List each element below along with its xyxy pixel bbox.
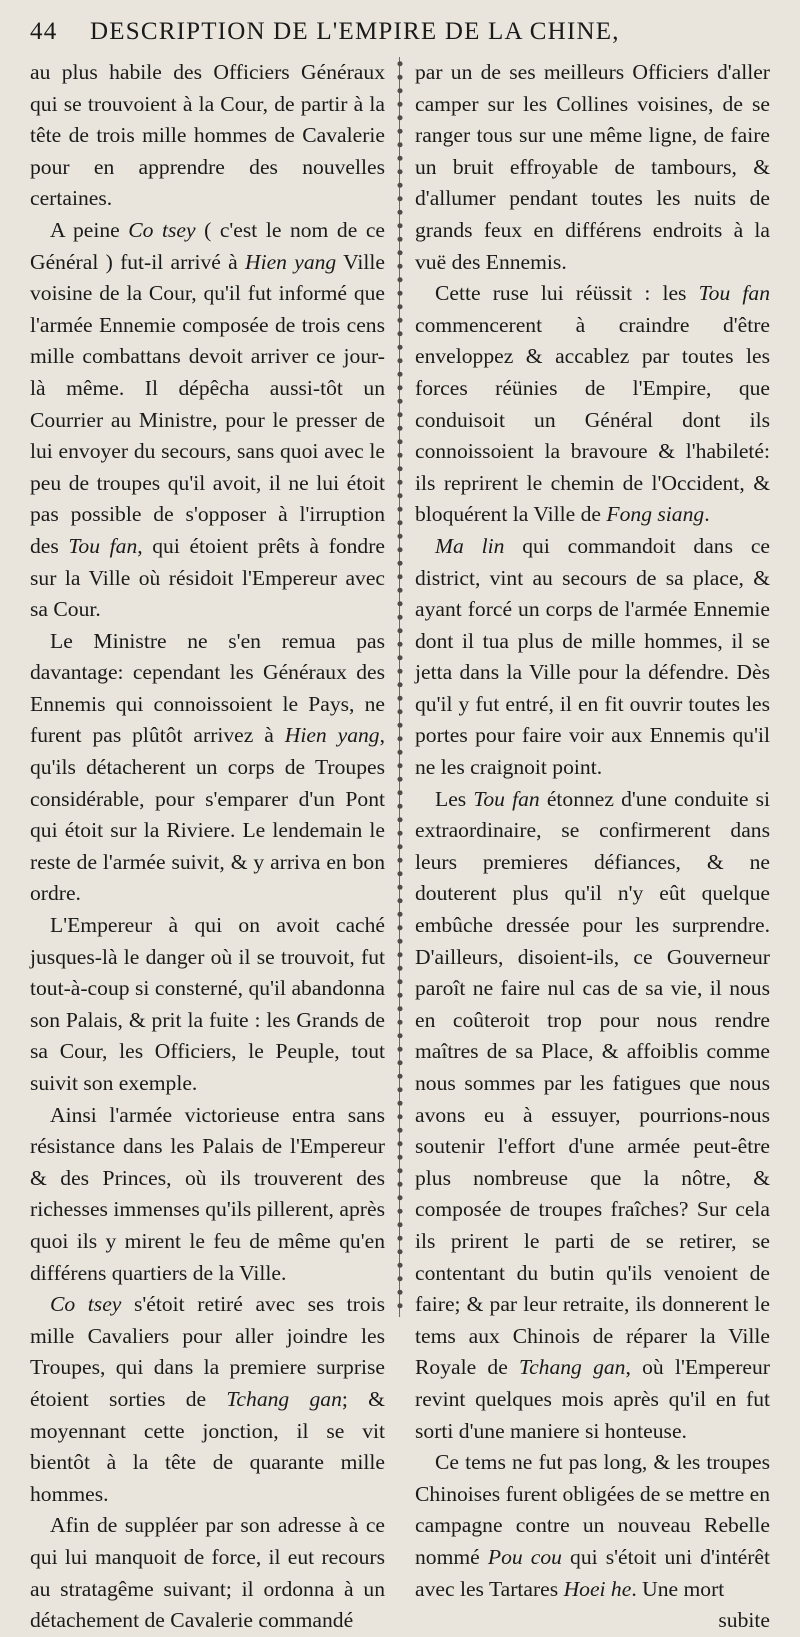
text-run: subite bbox=[718, 1608, 770, 1633]
text-run: qui commandoit dans ce district, vint au secours de sa place, & ayant forcé un corps de l'armée Ennemie dont il tua plus de mille hommes, il se jetta dans la Ville pour la défendre. Dès qu'il y fut entré, il en fit ouvrir toutes les portes pour faire voir aux Ennemis qu'il ne les craignoit point. bbox=[415, 533, 770, 780]
paragraph bbox=[30, 1289, 385, 1510]
paragraph bbox=[415, 1447, 770, 1605]
paragraph bbox=[30, 1100, 385, 1290]
text-run: . bbox=[704, 502, 710, 527]
text-run: Ville voisine de la Cour, qu'il fut informé que l'armée Ennemie composée de trois cens mille combattans devoit arriver ce jour-là même. Il dépêcha aussi-tôt un Courrier au Ministre, pour le presser de lui envoyer du secours, sans quoi avec le peu de troupes qu'il avoit, il ne lui étoit pas possible de s'opposer à l'irruption des bbox=[30, 249, 385, 558]
text-run: qui s'étoit uni d'intérêt avec les Tartares bbox=[415, 1544, 771, 1601]
italic-name: Co tsey bbox=[50, 1292, 122, 1317]
italic-name: Fong siang bbox=[606, 502, 705, 527]
text-run: A peine bbox=[50, 217, 129, 242]
text-run: Les bbox=[435, 786, 474, 811]
paragraph bbox=[30, 57, 385, 215]
paragraph bbox=[415, 531, 770, 784]
text-run: s'étoit retiré avec ses trois mille Cavaliers pour aller joindre les Troupes, qui dans la premiere surprise étoient sorties de bbox=[30, 1292, 386, 1411]
ornamental-column-divider bbox=[388, 57, 412, 1317]
text-run: , qu'ils détacherent un corps de Troupes considérable, pour s'emparer d'un Pont qui étoit sur la Riviere. Le lendemain le reste de l'armée suivit, & y arriva en bon ordre. bbox=[30, 723, 385, 906]
paragraph bbox=[415, 57, 770, 278]
italic-name: Hoei he bbox=[563, 1576, 632, 1601]
text-run: commencerent à craindre d'être enveloppez & accablez par toutes les forces réünies de l'Empire, que conduisoit un Général dont ils connoissoient la bravoure & l'habileté: ils reprirent le chemin de l'Occident, & bloquérent la Ville de bbox=[415, 312, 770, 527]
paragraph bbox=[30, 1510, 385, 1636]
paragraph bbox=[415, 784, 770, 1447]
paragraph bbox=[30, 626, 385, 910]
paragraph bbox=[30, 215, 385, 626]
text-run: , où l'Empereur revint quelques mois après qu'il en fut sorti d'une maniere si honteuse. bbox=[415, 1355, 770, 1443]
italic-name: Hien yang bbox=[284, 723, 380, 748]
text-run: étonnez d'une conduite si extraordinaire, se confirmerent dans leurs premieres défiances, & ne douterent plus qu'il n'y eût quelque embûche dressée pour les surprendre. D'ailleurs, disoient-ils, ce Gouverneur paroît ne faire nul cas de sa vie, il nous en coûteroit trop pour nous rendre maîtres de sa Place, & affoiblis comme nous sommes par les fatigues que nous avons eu à essuyer, pourrions-nous soutenir l'effort d'une armée peut-être plus nombreuse que la nôtre, & composée de troupes fraîches? Sur cela ils prirent le parti de se retirer, se contentant du butin qu'ils venoient de faire; & par leur retraite, ils donnerent le tems aux Chinois de réparer la Ville Royale de bbox=[415, 786, 770, 1380]
text-run: au plus habile des Officiers Généraux qui se trouvoient à la Cour, de partir à la tête de trois mille hommes de Cavalerie pour en apprendre des nouvelles certaines. bbox=[30, 60, 385, 211]
italic-name: Tou fan bbox=[698, 281, 770, 306]
text-run: par un de ses meilleurs Officiers d'aller camper sur les Collines voisines, de se ranger tous sur une même ligne, de faire un bruit effroyable de tambours, & d'allumer pendant toutes les nuits de grands feux en différens endroits à la vuë des Ennemis. bbox=[415, 60, 770, 274]
italic-name: Pou cou bbox=[487, 1544, 562, 1569]
text-run: Cette ruse lui réüssit : les bbox=[435, 281, 699, 306]
italic-name: Ma lin bbox=[435, 533, 505, 558]
italic-name: Tchang gan bbox=[226, 1386, 342, 1411]
page-number: 44 bbox=[30, 18, 58, 45]
paragraph bbox=[415, 1605, 770, 1637]
italic-name: Tou fan bbox=[473, 786, 540, 811]
running-header bbox=[30, 18, 790, 58]
text-run: ; & moyennant cette jonction, il se vit bientôt à la tête de quarante mille hommes. bbox=[30, 1386, 385, 1506]
italic-name: Tou fan bbox=[68, 533, 138, 558]
italic-name: Tchang gan bbox=[519, 1355, 626, 1380]
text-run: L'Empereur à qui on avoit caché jusques-là le danger où il se trouvoit, fut tout-à-coup si consterné, qu'il abandonna son Palais, & prit la fuite : les Grands de sa Cour, les Officiers, le Peuple, tout suivit son exemple. bbox=[30, 913, 385, 1095]
text-run: ( c'est le nom de ce Général ) fut-il arrivé à bbox=[30, 217, 385, 274]
right-text-column bbox=[415, 57, 771, 1633]
running-title: DESCRIPTION DE L'EMPIRE DE LA CHINE, bbox=[90, 18, 620, 45]
text-run: , qui étoient prêts à fondre sur la Ville où résidoit l'Empereur avec sa Cour. bbox=[30, 533, 385, 622]
paragraph bbox=[30, 910, 385, 1100]
italic-name: Co tsey bbox=[128, 217, 196, 242]
text-run: Ce tems ne fut pas long, & les troupes Chinoises furent obligées de se mettre en campagne contre un nouveau Rebelle nommé bbox=[415, 1450, 770, 1569]
text-run: Afin de suppléer par son adresse à ce qui lui manquoit de force, il eut recours au stratagême suivant; il ordonna à un détachement de Cavalerie commandé bbox=[30, 1513, 385, 1633]
left-text-column bbox=[30, 57, 386, 1633]
text-run: Le Ministre ne s'en remua pas davantage: cependant les Généraux des Ennemis qui connoissoient le Pays, ne furent pas plûtôt arrivez à bbox=[30, 628, 385, 748]
italic-name: Hien yang bbox=[245, 249, 337, 274]
paragraph bbox=[415, 278, 770, 531]
text-run: Ainsi l'armée victorieuse entra sans résistance dans les Palais de l'Empereur & des Princes, où ils trouverent des richesses immenses qu'ils pillerent, après quoi ils y mirent le feu de même qu'en différens quartiers de la Ville. bbox=[30, 1102, 385, 1285]
text-run: . Une mort bbox=[631, 1576, 725, 1601]
